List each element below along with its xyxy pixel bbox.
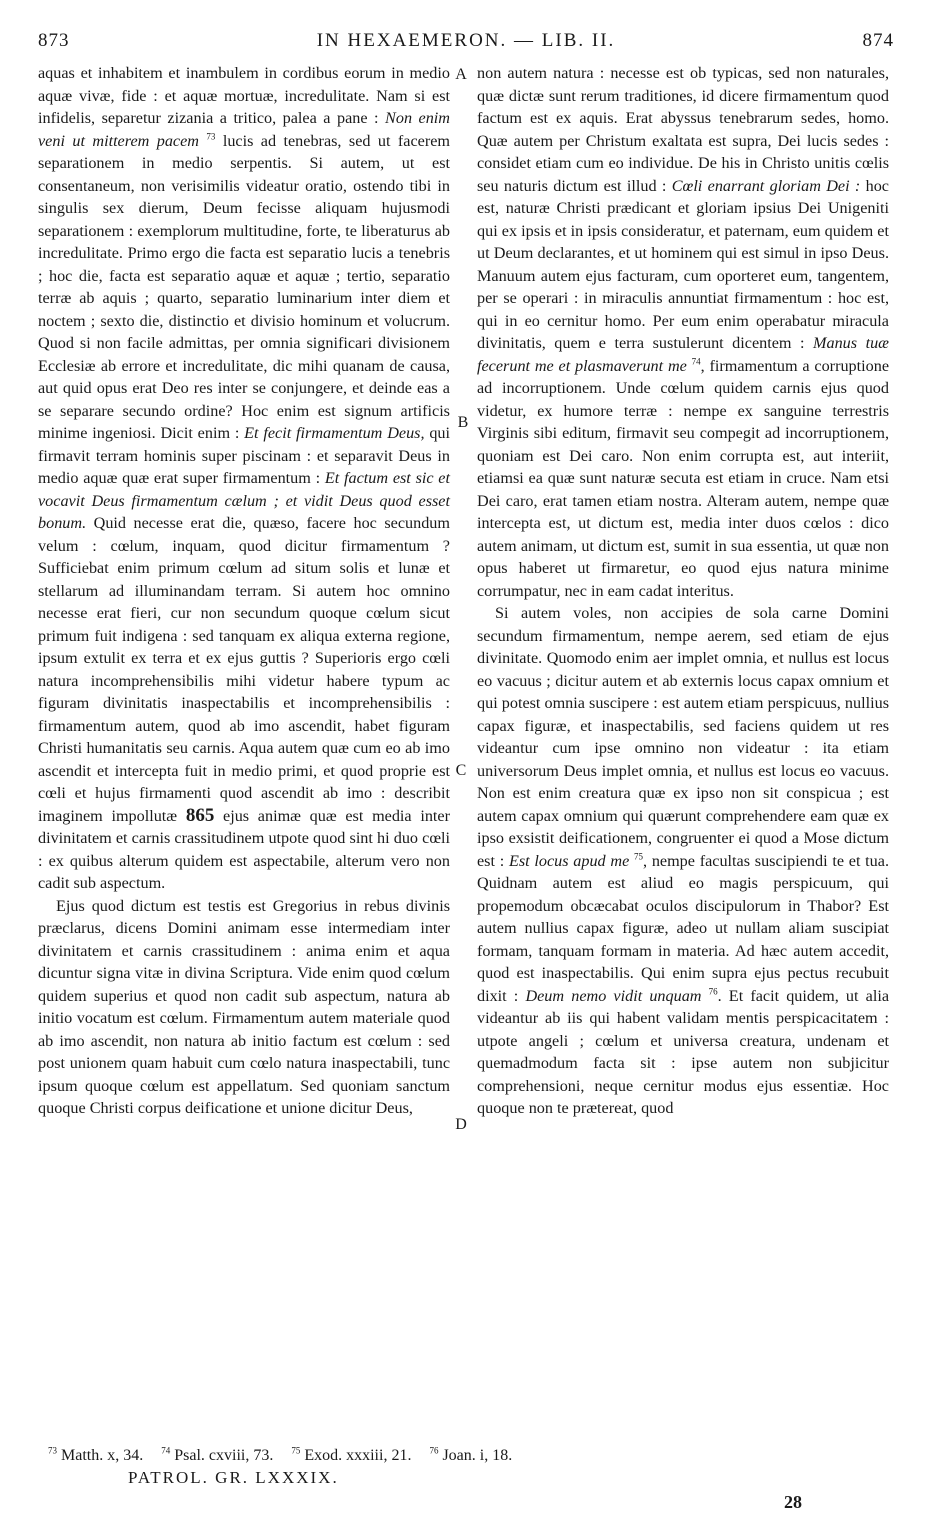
margin-letter-b: B bbox=[457, 414, 469, 431]
margin-letter-c: C bbox=[455, 762, 467, 779]
paragraph: non autem natura : necesse est ob typicas, sed non naturales, quæ dictæ sunt rerum traditiones, id dicere firmamentum quod factum est ex aquis. Erat abyssus tenebrarum sedes, homo. Quæ autem per Christum exaltata est supra, Dei lucis sedes : considet etiam cum eo individue. De his in Christo unitis cœlis seu naturis dictum est illud : Cœli enarrant gloriam Dei : hoc est, naturæ Christi prædicant et gloriam ipsius Dei Unigeniti qui ex ipsis et in ipsis consideratur, et paternam, eum quidem et ut Deum declarantes, et ut hominem qui est simul in ipso Deus. Manuum autem ejus facturam, cum oporteret eum, tangentem, per se operari : in miraculis annuntiat firmamentum : hoc est, qui in eo cernitur homo. Per eum enim operabatur miracula divinitatis, quem e terra sustulerunt dicentem : Manus tuæ fecerunt me et plasmaverunt me $^{74}$, firmamentum a corruptione ad incorruptionem. Unde cœlum quidem carnis ejus quod videtur, ex humore terræ : nempe ex sanguine terrestris Virginis sibi editum, firmavit seu compegit ad incorruptionem, quoniam est Dei caro. Non enim corrupta est, aut interiit, etiamsi ea quæ sunt naturæ secuta est etiam in cruce. Nam etsi Dei caro, erat tamen etiam nostra. Alteram autem, nempe quæ intercepta est, ut dictum est, media inter duos cœlos : dico autem animam, ut dictum est, sumit in sua essentia, ut quæ non opus haberet ut firmaretur, eo quod ejus natura minime corrumpatur, nec in eam cadat interitus. bbox=[477, 64, 890, 600]
margin-letter-d: D bbox=[455, 1116, 467, 1133]
running-header bbox=[38, 30, 894, 60]
left-column bbox=[38, 62, 450, 1120]
right-column bbox=[477, 62, 889, 1120]
migne-page-number: 865 bbox=[185, 804, 215, 826]
footnotes bbox=[48, 1446, 768, 1466]
footnote: $^{76}$ Joan. i, 18. bbox=[429, 1445, 513, 1464]
margin-letter-a: A bbox=[455, 66, 467, 83]
page-number: 28 bbox=[784, 1492, 802, 1512]
column-number-left: 873 bbox=[38, 30, 70, 51]
paragraph: Ejus quod dictum est testis est Gregorius in rebus divinis præclarus, dicens Domini animam esse intermediam inter divinitatem et carnis crassitudinem : anima enim et aqua dicuntur signa vitæ in divina Scriptura. Vide enim quod cœlum quidem superius et quod non cadit sub aspectum, natura ab initio vocatum est cœlum. Firmamentum autem materiale quod ab imo ascendit, non natura ab initio factum est cœlum : sed post unionem quam habuit cum cœlo natura inaspectabili, tunc ipsum quoque cœlum est appellatum. Sed quoniam sanctum quoque Christi corpus deificatione et unione dicitur Deus, bbox=[38, 896, 450, 1117]
paragraph: aquas et inhabitem et inambulem in cordibus eorum in medio aquæ vivæ, fide : et aquæ mortuæ, incredulitate. Nam si est infidelis, separetur zizania a tritico, palea a pane : Non enim veni ut mitterem pacem $^{73}$ lucis ad tenebras, sed ut facerem separationem in medio serpentis. Si autem, ut est consentaneum, non verisimilis videatur oratio, ostendo tibi in singulis sex dierum, Deum fecisse aliquam hujusmodi separationem : exemplorum multitudine, forte, te liberaturus ab incredulitate. Primo ergo die facta est separatio lucis a tenebris ; hoc die, facta est separatio aquæ et aquæ ; tertio, separatio terræ ab aquis ; quarto, separatio luminarium inter diem et noctem ; sexto die, distinctio et divisio hominum et volucrum. Quod si non facile admittas, per omnia significari divisionem Ecclesiæ ab errore et incredulitate, dic mihi quanam de causa, aut quid opus erat Deo res inter se conjungere, et deinde eas a se separare secundo ordine? Hoc enim est signum artificis minime ingeniosi. Dicit enim : Et fecit firmamentum Deus, qui firmavit terram hominis super piscinam : et separavit Deus in medio aquæ quæ erat super firmamentum : Et factum est sic et vocavit Deus firmamentum cælum ; et vidit Deus quod esset bonum. Quid necesse erat die, quæso, facere hoc secundum velum : cœlum, inquam, quod dicitur firmamentum ? Sufficiebat enim primum cœlum ad situm solis et lunæ et stellarum ad illuminandam terram. Si autem hoc omnino necesse erat fieri, cur non secundum quoque cœlum sicut primum fuit indigena : sed tanquam ex aliqua externa regione, ipsum extulit ex terra et ex ejus guttis ? Superioris ergo cœli natura incomprehensibilis mihi videtur habere typum ac figuram divinitatis inaspectabilis et incomprehensibilis : firmamentum autem, quod ab imo ascendit, habet figuram Christi humanitatis seu carnis. Aqua autem quæ cum eo ab imo ascendit et intercepta fuit in medio primi, et quod proprie est cœli et hujus firmamenti quod ascendit ab imo : describit imaginem impollutæ 865 ejus animæ quæ est media inter divinitatem et carnis crassitudinem utpote quod sint hi duo cœli : ex quibus alterum quidem est aspectabile, alterum vero non cadit sub aspectum. bbox=[38, 64, 451, 892]
series-signature: PATROL. GR. LXXXIX. bbox=[128, 1468, 339, 1487]
footnote: $^{74}$ Psal. cxviii, 73. bbox=[161, 1445, 274, 1464]
column-number-right: 874 bbox=[862, 30, 894, 51]
footnote: $^{75}$ Exod. xxxiii, 21. bbox=[291, 1445, 412, 1464]
paragraph: Si autem voles, non accipies de sola carne Domini secundum firmamentum, nempe aerem, sed etiam de ejus divinitate. Quomodo enim aer implet omnia, et nullus est locus eo vacuus ; dicitur autem et ab externis locus capax omnium et qui potest omnia suscipere : est autem etiam perspicuus, nullius capax figuræ, et inaspectabilis, sed faciens quidem ut res videantur cum ipse omnino non videatur : ita etiam universorum Deus implet omnia, et nullus est locus eo vacuus. Non est enim creatura quæ ex ipso non sit conspicua ; est autem capax omnium qui quærunt comprehendere eam quæ ex ipso exsistit deificationem, congruenter ei quod a Mose dictum est : Est locus apud me $^{75}$, nempe facultas suscipiendi te et tua. Quidnam autem est aliud eo magis perspicuum, qui propemodum obcæcabat oculos discipulorum in Thabor? Est autem nullius capax figuræ, adeo ut nullam aliam suscipiat formam, tanquam formam in materia. Ad hæc autem accedit, quod est inaspectabilis. Qui enim supra ejus pectus recubuit dixit : Deum nemo vidit unquam $^{76}$. Et facit quidem, ut alia videantur ab iis qui habent validam mentis perspicacitatem : utpote angeli ; cœlum et universa creatura, undenam et quemadmodum facta sit : ipse autem non subjicitur comprehensioni, neque cernitur modus ejus essentiæ. Hoc quoque non te prætereat, quod bbox=[477, 604, 890, 1117]
footnote: $^{73}$ Matth. x, 34. bbox=[48, 1445, 144, 1464]
page-title: IN HEXAEMERON. — LIB. II. bbox=[316, 30, 616, 51]
